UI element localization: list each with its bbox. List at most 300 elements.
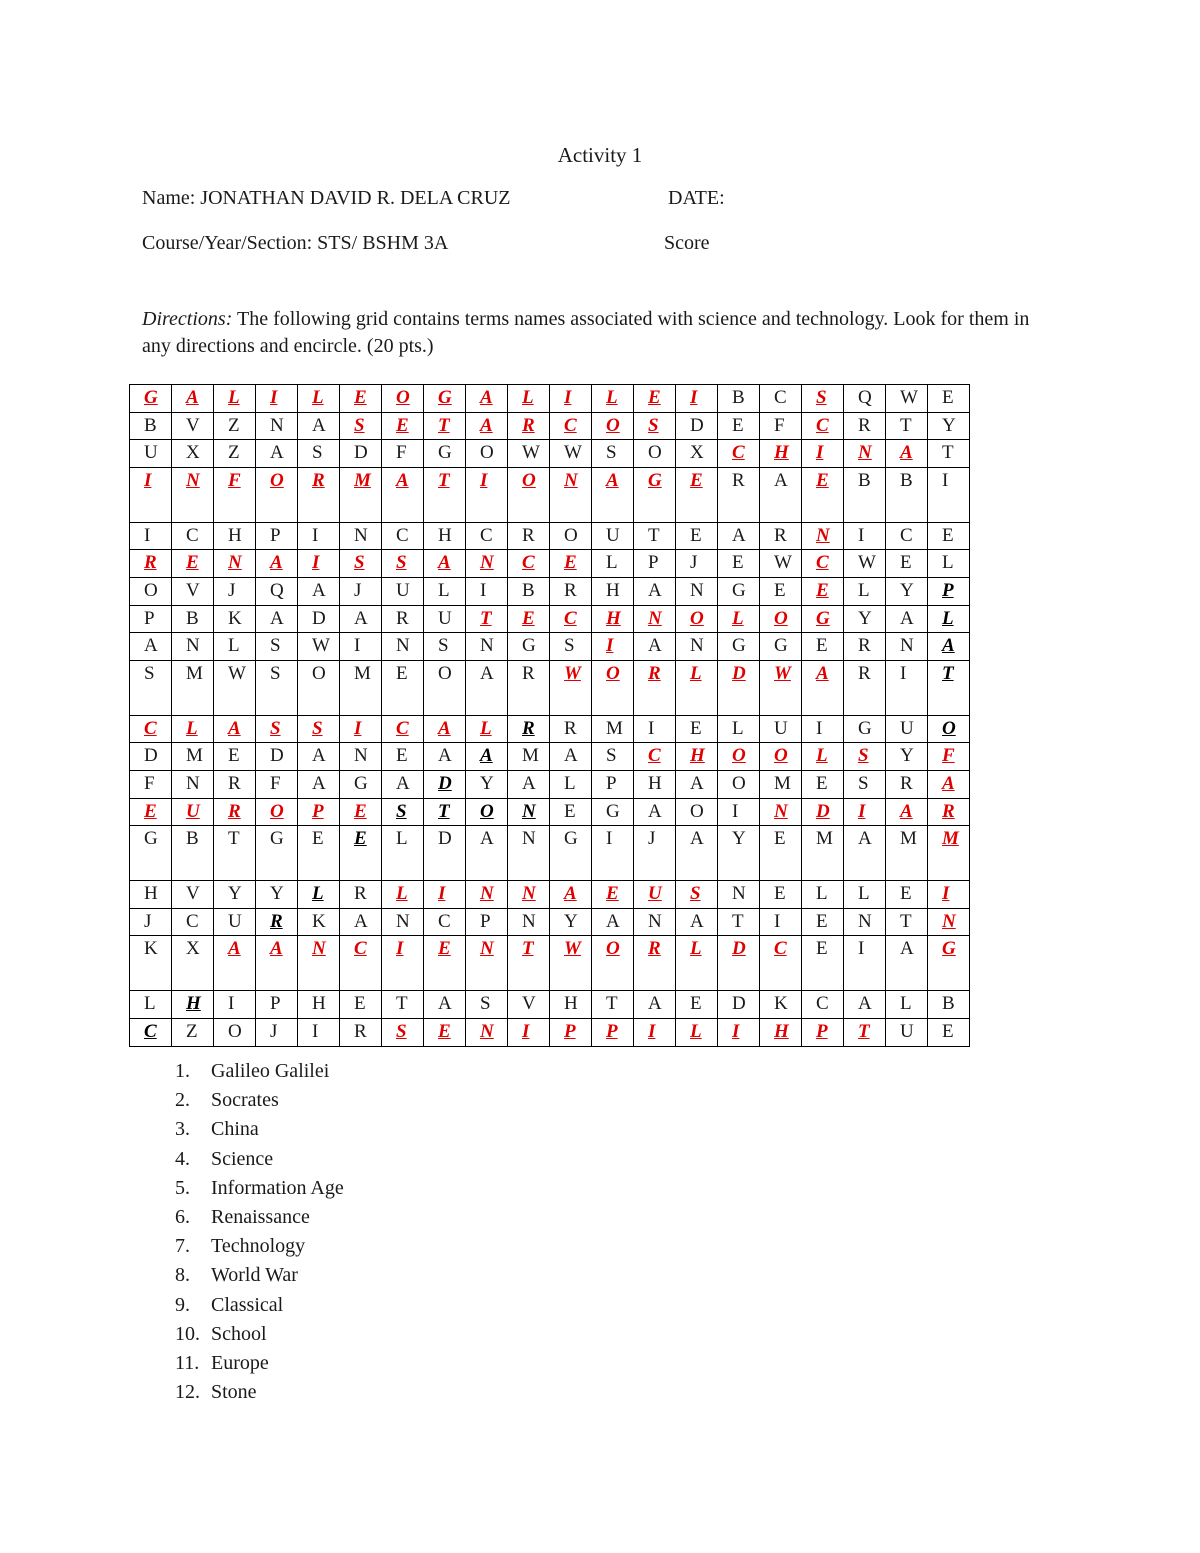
grid-cell[interactable]: L xyxy=(592,385,634,413)
grid-cell[interactable]: I xyxy=(382,936,424,991)
grid-cell[interactable]: A xyxy=(466,660,508,715)
grid-cell[interactable]: D xyxy=(676,412,718,440)
grid-cell[interactable]: R xyxy=(214,770,256,798)
grid-cell[interactable]: A xyxy=(760,467,802,522)
grid-cell[interactable]: C xyxy=(718,440,760,468)
grid-cell[interactable]: A xyxy=(676,826,718,881)
grid-cell[interactable]: A xyxy=(466,743,508,771)
grid-cell[interactable]: N xyxy=(172,633,214,661)
grid-cell[interactable]: N xyxy=(802,522,844,550)
grid-cell[interactable]: R xyxy=(634,936,676,991)
grid-cell[interactable]: E xyxy=(550,798,592,826)
grid-cell[interactable]: L xyxy=(172,715,214,743)
grid-cell[interactable]: W xyxy=(214,660,256,715)
grid-cell[interactable]: A xyxy=(382,770,424,798)
grid-cell[interactable]: O xyxy=(214,1018,256,1046)
grid-cell[interactable]: L xyxy=(382,826,424,881)
grid-cell[interactable]: A xyxy=(634,577,676,605)
grid-cell[interactable]: S xyxy=(802,385,844,413)
grid-cell[interactable]: L xyxy=(382,881,424,909)
grid-cell[interactable]: E xyxy=(550,550,592,578)
grid-cell[interactable]: T xyxy=(382,991,424,1019)
grid-cell[interactable]: A xyxy=(634,633,676,661)
grid-cell[interactable]: R xyxy=(382,605,424,633)
grid-cell[interactable]: N xyxy=(466,550,508,578)
grid-cell[interactable]: E xyxy=(424,1018,466,1046)
grid-cell[interactable]: N xyxy=(340,743,382,771)
grid-cell[interactable]: D xyxy=(340,440,382,468)
grid-cell[interactable]: A xyxy=(844,826,886,881)
grid-cell[interactable]: G xyxy=(508,633,550,661)
grid-cell[interactable]: Y xyxy=(886,577,928,605)
grid-cell[interactable]: T xyxy=(508,936,550,991)
grid-cell[interactable]: S xyxy=(382,1018,424,1046)
grid-cell[interactable]: P xyxy=(466,908,508,936)
grid-cell[interactable]: A xyxy=(298,577,340,605)
grid-cell[interactable]: E xyxy=(802,770,844,798)
grid-cell[interactable]: C xyxy=(508,550,550,578)
grid-cell[interactable]: C xyxy=(172,908,214,936)
grid-cell[interactable]: B xyxy=(718,385,760,413)
grid-cell[interactable]: A xyxy=(466,412,508,440)
grid-cell[interactable]: N xyxy=(466,633,508,661)
grid-cell[interactable]: N xyxy=(508,908,550,936)
grid-cell[interactable]: C xyxy=(634,743,676,771)
grid-cell[interactable]: K xyxy=(760,991,802,1019)
grid-cell[interactable]: K xyxy=(214,605,256,633)
grid-cell[interactable]: U xyxy=(130,440,172,468)
grid-cell[interactable]: E xyxy=(802,633,844,661)
grid-cell[interactable]: N xyxy=(928,908,970,936)
grid-cell[interactable]: S xyxy=(130,660,172,715)
grid-cell[interactable]: E xyxy=(214,743,256,771)
grid-cell[interactable]: E xyxy=(886,881,928,909)
grid-cell[interactable]: U xyxy=(172,798,214,826)
grid-cell[interactable]: A xyxy=(424,715,466,743)
grid-cell[interactable]: Y xyxy=(256,881,298,909)
grid-cell[interactable]: S xyxy=(676,881,718,909)
grid-cell[interactable]: D xyxy=(718,660,760,715)
grid-cell[interactable]: L xyxy=(718,715,760,743)
grid-cell[interactable]: A xyxy=(130,633,172,661)
grid-cell[interactable]: C xyxy=(760,385,802,413)
grid-cell[interactable]: C xyxy=(130,715,172,743)
grid-cell[interactable]: D xyxy=(718,991,760,1019)
grid-cell[interactable]: I xyxy=(802,715,844,743)
grid-cell[interactable]: G xyxy=(928,936,970,991)
grid-cell[interactable]: I xyxy=(886,660,928,715)
grid-cell[interactable]: C xyxy=(424,908,466,936)
grid-cell[interactable]: I xyxy=(256,385,298,413)
grid-cell[interactable]: I xyxy=(718,1018,760,1046)
grid-cell[interactable]: I xyxy=(130,467,172,522)
grid-cell[interactable]: R xyxy=(718,467,760,522)
grid-cell[interactable]: E xyxy=(340,385,382,413)
grid-cell[interactable]: H xyxy=(298,991,340,1019)
grid-cell[interactable]: I xyxy=(550,385,592,413)
grid-cell[interactable]: A xyxy=(214,715,256,743)
grid-cell[interactable]: H xyxy=(130,881,172,909)
grid-cell[interactable]: Y xyxy=(550,908,592,936)
grid-cell[interactable]: E xyxy=(508,605,550,633)
grid-cell[interactable]: C xyxy=(760,936,802,991)
grid-cell[interactable]: E xyxy=(802,467,844,522)
grid-cell[interactable]: G xyxy=(844,715,886,743)
grid-cell[interactable]: G xyxy=(130,826,172,881)
grid-cell[interactable]: V xyxy=(172,577,214,605)
grid-cell[interactable]: L xyxy=(886,991,928,1019)
grid-cell[interactable]: S xyxy=(256,660,298,715)
grid-cell[interactable]: A xyxy=(298,770,340,798)
grid-cell[interactable]: G xyxy=(592,798,634,826)
grid-cell[interactable]: T xyxy=(424,798,466,826)
grid-cell[interactable]: I xyxy=(466,467,508,522)
grid-cell[interactable]: T xyxy=(214,826,256,881)
grid-cell[interactable]: U xyxy=(886,1018,928,1046)
grid-cell[interactable]: O xyxy=(760,743,802,771)
grid-cell[interactable]: I xyxy=(844,936,886,991)
grid-cell[interactable]: N xyxy=(886,633,928,661)
grid-cell[interactable]: C xyxy=(802,412,844,440)
grid-cell[interactable]: C xyxy=(550,412,592,440)
grid-cell[interactable]: A xyxy=(340,908,382,936)
grid-cell[interactable]: T xyxy=(886,908,928,936)
grid-cell[interactable]: M xyxy=(802,826,844,881)
grid-cell[interactable]: B xyxy=(172,605,214,633)
grid-cell[interactable]: K xyxy=(298,908,340,936)
grid-cell[interactable]: Y xyxy=(886,743,928,771)
grid-cell[interactable]: S xyxy=(592,440,634,468)
grid-cell[interactable]: N xyxy=(760,798,802,826)
grid-cell[interactable]: X xyxy=(172,936,214,991)
grid-cell[interactable]: Q xyxy=(844,385,886,413)
grid-cell[interactable]: W xyxy=(508,440,550,468)
grid-cell[interactable]: R xyxy=(634,660,676,715)
grid-cell[interactable]: A xyxy=(886,605,928,633)
grid-cell[interactable]: T xyxy=(424,467,466,522)
grid-cell[interactable]: S xyxy=(340,412,382,440)
grid-cell[interactable]: E xyxy=(676,467,718,522)
grid-cell[interactable]: I xyxy=(214,991,256,1019)
grid-cell[interactable]: R xyxy=(550,577,592,605)
grid-cell[interactable]: G xyxy=(802,605,844,633)
grid-cell[interactable]: R xyxy=(508,412,550,440)
grid-cell[interactable]: R xyxy=(928,798,970,826)
grid-cell[interactable]: F xyxy=(382,440,424,468)
grid-cell[interactable]: L xyxy=(676,660,718,715)
grid-cell[interactable]: I xyxy=(634,715,676,743)
grid-cell[interactable]: A xyxy=(424,743,466,771)
grid-cell[interactable]: T xyxy=(886,412,928,440)
grid-cell[interactable]: O xyxy=(550,522,592,550)
grid-cell[interactable]: I xyxy=(760,908,802,936)
grid-cell[interactable]: H xyxy=(214,522,256,550)
grid-cell[interactable]: W xyxy=(844,550,886,578)
grid-cell[interactable]: L xyxy=(802,881,844,909)
grid-cell[interactable]: C xyxy=(802,550,844,578)
grid-cell[interactable]: S xyxy=(592,743,634,771)
grid-cell[interactable]: X xyxy=(172,440,214,468)
grid-cell[interactable]: J xyxy=(634,826,676,881)
grid-cell[interactable]: M xyxy=(760,770,802,798)
grid-cell[interactable]: A xyxy=(424,991,466,1019)
grid-cell[interactable]: U xyxy=(886,715,928,743)
grid-cell[interactable]: A xyxy=(466,826,508,881)
grid-cell[interactable]: A xyxy=(256,440,298,468)
grid-cell[interactable]: S xyxy=(844,770,886,798)
grid-cell[interactable]: R xyxy=(130,550,172,578)
grid-cell[interactable]: M xyxy=(508,743,550,771)
grid-cell[interactable]: C xyxy=(802,991,844,1019)
grid-cell[interactable]: D xyxy=(718,936,760,991)
grid-cell[interactable]: I xyxy=(424,881,466,909)
grid-cell[interactable]: C xyxy=(466,522,508,550)
grid-cell[interactable]: J xyxy=(130,908,172,936)
grid-cell[interactable]: M xyxy=(928,826,970,881)
grid-cell[interactable]: H xyxy=(760,440,802,468)
grid-cell[interactable]: L xyxy=(466,715,508,743)
grid-cell[interactable]: Z xyxy=(214,412,256,440)
grid-cell[interactable]: I xyxy=(340,715,382,743)
grid-cell[interactable]: A xyxy=(928,770,970,798)
grid-cell[interactable]: E xyxy=(718,550,760,578)
grid-cell[interactable]: H xyxy=(424,522,466,550)
grid-cell[interactable]: R xyxy=(508,522,550,550)
grid-cell[interactable]: L xyxy=(592,550,634,578)
grid-cell[interactable]: N xyxy=(172,770,214,798)
grid-cell[interactable]: G xyxy=(424,385,466,413)
grid-cell[interactable]: N xyxy=(844,440,886,468)
grid-cell[interactable]: N xyxy=(508,826,550,881)
grid-cell[interactable]: G xyxy=(718,633,760,661)
grid-cell[interactable]: T xyxy=(928,440,970,468)
grid-cell[interactable]: L xyxy=(844,881,886,909)
grid-cell[interactable]: H xyxy=(592,605,634,633)
grid-cell[interactable]: P xyxy=(256,522,298,550)
grid-cell[interactable]: V xyxy=(508,991,550,1019)
grid-cell[interactable]: C xyxy=(382,522,424,550)
grid-cell[interactable]: A xyxy=(298,412,340,440)
grid-cell[interactable]: L xyxy=(130,991,172,1019)
grid-cell[interactable]: E xyxy=(340,991,382,1019)
grid-cell[interactable]: E xyxy=(760,577,802,605)
grid-cell[interactable]: N xyxy=(676,577,718,605)
grid-cell[interactable]: N xyxy=(382,633,424,661)
grid-cell[interactable]: I xyxy=(844,798,886,826)
grid-cell[interactable]: N xyxy=(466,881,508,909)
grid-cell[interactable]: F xyxy=(256,770,298,798)
grid-cell[interactable]: A xyxy=(172,385,214,413)
grid-cell[interactable]: N xyxy=(466,1018,508,1046)
grid-cell[interactable]: A xyxy=(886,798,928,826)
grid-cell[interactable]: O xyxy=(424,660,466,715)
grid-cell[interactable]: J xyxy=(214,577,256,605)
grid-cell[interactable]: L xyxy=(298,385,340,413)
grid-cell[interactable]: L xyxy=(928,550,970,578)
grid-cell[interactable]: N xyxy=(550,467,592,522)
grid-cell[interactable]: I xyxy=(298,1018,340,1046)
grid-cell[interactable]: A xyxy=(508,770,550,798)
grid-cell[interactable]: E xyxy=(340,798,382,826)
grid-cell[interactable]: O xyxy=(256,798,298,826)
grid-cell[interactable]: G xyxy=(256,826,298,881)
grid-cell[interactable]: L xyxy=(676,1018,718,1046)
grid-cell[interactable]: M xyxy=(886,826,928,881)
grid-cell[interactable]: O xyxy=(676,798,718,826)
grid-cell[interactable]: E xyxy=(424,936,466,991)
grid-cell[interactable]: D xyxy=(424,826,466,881)
grid-cell[interactable]: C xyxy=(550,605,592,633)
grid-cell[interactable]: W xyxy=(760,550,802,578)
grid-cell[interactable]: I xyxy=(928,881,970,909)
grid-cell[interactable]: G xyxy=(130,385,172,413)
grid-cell[interactable]: P xyxy=(928,577,970,605)
grid-cell[interactable]: N xyxy=(634,908,676,936)
grid-cell[interactable]: L xyxy=(802,743,844,771)
grid-cell[interactable]: E xyxy=(382,743,424,771)
grid-cell[interactable]: A xyxy=(382,467,424,522)
grid-cell[interactable]: A xyxy=(676,908,718,936)
grid-cell[interactable]: N xyxy=(718,881,760,909)
grid-cell[interactable]: O xyxy=(718,770,760,798)
grid-cell[interactable]: P xyxy=(592,770,634,798)
grid-cell[interactable]: H xyxy=(172,991,214,1019)
grid-cell[interactable]: T xyxy=(928,660,970,715)
grid-cell[interactable]: R xyxy=(508,660,550,715)
grid-cell[interactable]: R xyxy=(886,770,928,798)
grid-cell[interactable]: E xyxy=(760,826,802,881)
grid-cell[interactable]: N xyxy=(508,881,550,909)
grid-cell[interactable]: I xyxy=(718,798,760,826)
grid-cell[interactable]: O xyxy=(466,440,508,468)
grid-cell[interactable]: E xyxy=(592,881,634,909)
grid-cell[interactable]: A xyxy=(256,605,298,633)
grid-cell[interactable]: T xyxy=(844,1018,886,1046)
grid-cell[interactable]: U xyxy=(424,605,466,633)
grid-cell[interactable]: C xyxy=(340,936,382,991)
grid-cell[interactable]: I xyxy=(298,522,340,550)
grid-cell[interactable]: G xyxy=(550,826,592,881)
grid-cell[interactable]: J xyxy=(340,577,382,605)
grid-cell[interactable]: I xyxy=(676,385,718,413)
grid-cell[interactable]: A xyxy=(844,991,886,1019)
grid-cell[interactable]: U xyxy=(760,715,802,743)
grid-cell[interactable]: G xyxy=(760,633,802,661)
grid-cell[interactable]: W xyxy=(550,936,592,991)
grid-cell[interactable]: E xyxy=(718,412,760,440)
grid-cell[interactable]: C xyxy=(130,1018,172,1046)
grid-cell[interactable]: S xyxy=(382,798,424,826)
grid-cell[interactable]: A xyxy=(886,440,928,468)
grid-cell[interactable]: U xyxy=(214,908,256,936)
grid-cell[interactable]: T xyxy=(718,908,760,936)
grid-cell[interactable]: D xyxy=(256,743,298,771)
grid-cell[interactable]: D xyxy=(130,743,172,771)
grid-cell[interactable]: D xyxy=(298,605,340,633)
grid-cell[interactable]: M xyxy=(172,743,214,771)
grid-cell[interactable]: B xyxy=(886,467,928,522)
grid-cell[interactable]: P xyxy=(802,1018,844,1046)
grid-cell[interactable]: O xyxy=(718,743,760,771)
grid-cell[interactable]: I xyxy=(130,522,172,550)
grid-cell[interactable]: P xyxy=(592,1018,634,1046)
grid-cell[interactable]: E xyxy=(382,412,424,440)
grid-cell[interactable]: I xyxy=(508,1018,550,1046)
grid-cell[interactable]: A xyxy=(214,936,256,991)
grid-cell[interactable]: O xyxy=(508,467,550,522)
grid-cell[interactable]: R xyxy=(844,660,886,715)
grid-cell[interactable]: S xyxy=(634,412,676,440)
grid-cell[interactable]: L xyxy=(214,385,256,413)
grid-cell[interactable]: E xyxy=(298,826,340,881)
grid-cell[interactable]: M xyxy=(592,715,634,743)
grid-cell[interactable]: E xyxy=(676,991,718,1019)
grid-cell[interactable]: C xyxy=(172,522,214,550)
grid-cell[interactable]: G xyxy=(634,467,676,522)
grid-cell[interactable]: S xyxy=(550,633,592,661)
grid-cell[interactable]: R xyxy=(760,522,802,550)
grid-cell[interactable]: P xyxy=(130,605,172,633)
grid-cell[interactable]: O xyxy=(298,660,340,715)
grid-cell[interactable]: O xyxy=(592,660,634,715)
grid-cell[interactable]: P xyxy=(298,798,340,826)
grid-cell[interactable]: N xyxy=(256,412,298,440)
grid-cell[interactable]: R xyxy=(844,633,886,661)
grid-cell[interactable]: B xyxy=(844,467,886,522)
grid-cell[interactable]: R xyxy=(844,412,886,440)
grid-cell[interactable]: B xyxy=(508,577,550,605)
grid-cell[interactable]: F xyxy=(928,743,970,771)
grid-cell[interactable]: F xyxy=(760,412,802,440)
grid-cell[interactable]: S xyxy=(298,715,340,743)
grid-cell[interactable]: E xyxy=(382,660,424,715)
grid-cell[interactable]: C xyxy=(382,715,424,743)
grid-cell[interactable]: B xyxy=(172,826,214,881)
grid-cell[interactable]: O xyxy=(592,936,634,991)
grid-cell[interactable]: E xyxy=(676,715,718,743)
grid-cell[interactable]: O xyxy=(760,605,802,633)
grid-cell[interactable]: S xyxy=(256,715,298,743)
grid-cell[interactable]: K xyxy=(130,936,172,991)
grid-cell[interactable]: N xyxy=(466,936,508,991)
grid-cell[interactable]: I xyxy=(592,633,634,661)
grid-cell[interactable]: E xyxy=(886,550,928,578)
grid-cell[interactable]: E xyxy=(928,1018,970,1046)
grid-cell[interactable]: A xyxy=(340,605,382,633)
grid-cell[interactable]: R xyxy=(214,798,256,826)
grid-cell[interactable]: L xyxy=(298,881,340,909)
grid-cell[interactable]: L xyxy=(718,605,760,633)
grid-cell[interactable]: A xyxy=(928,633,970,661)
grid-cell[interactable]: U xyxy=(382,577,424,605)
grid-cell[interactable]: N xyxy=(676,633,718,661)
grid-cell[interactable]: A xyxy=(256,550,298,578)
grid-cell[interactable]: W xyxy=(550,440,592,468)
grid-cell[interactable]: E xyxy=(802,908,844,936)
grid-cell[interactable]: W xyxy=(298,633,340,661)
grid-cell[interactable]: P xyxy=(256,991,298,1019)
grid-cell[interactable]: N xyxy=(172,467,214,522)
grid-cell[interactable]: R xyxy=(550,715,592,743)
grid-cell[interactable]: S xyxy=(424,633,466,661)
grid-cell[interactable]: E xyxy=(760,881,802,909)
grid-cell[interactable]: F xyxy=(130,770,172,798)
grid-cell[interactable]: O xyxy=(928,715,970,743)
grid-cell[interactable]: N xyxy=(382,908,424,936)
grid-cell[interactable]: A xyxy=(256,936,298,991)
grid-cell[interactable]: P xyxy=(634,550,676,578)
grid-cell[interactable]: C xyxy=(886,522,928,550)
